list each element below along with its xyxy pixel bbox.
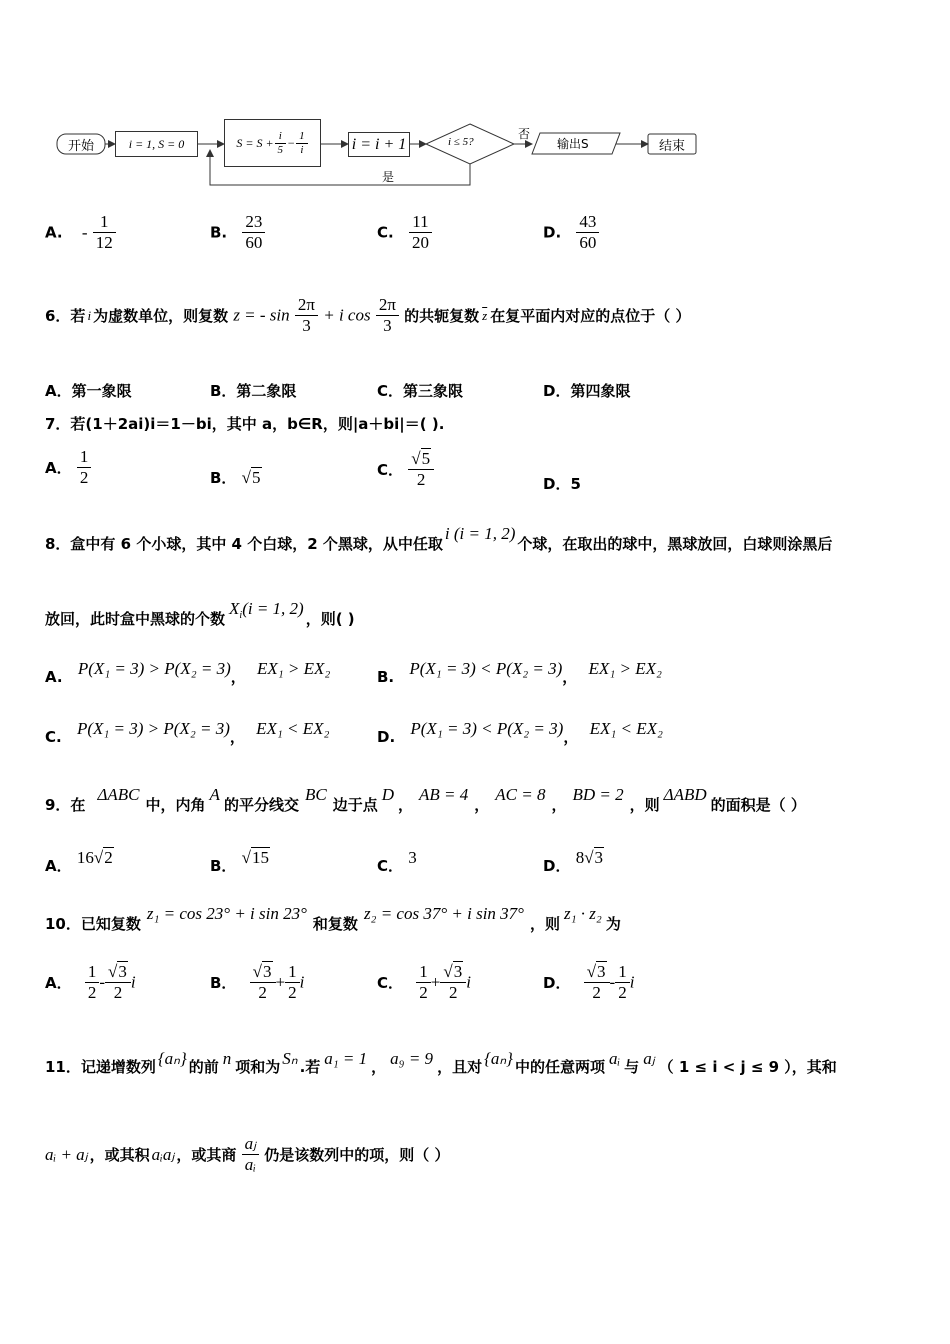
q9-option-c[interactable]: C． 3 (377, 848, 417, 875)
q5-option-b[interactable]: B. $\frac{23}{60}$ (210, 212, 265, 253)
update-box: S = S + $\frac{i}{5}$ − $\frac{1}{i}$ (224, 119, 321, 167)
yes-label: 是 (382, 170, 395, 184)
q7-option-d[interactable]: D．5 (543, 475, 581, 493)
q6-option-c[interactable]: C．第三象限 (377, 382, 464, 400)
q8-option-c[interactable]: C. P(X₁ = 3) > P(X₂ = 3)， EX₁ < EX₂ (45, 719, 330, 746)
condition-label: i ≤ 5? (448, 136, 474, 148)
update-frac2-den: i (296, 143, 308, 157)
q11-stem-line1: 11．记递增数列 {aₙ} 的前 n 项和为 Sₙ .若 a₁ = 1 ， a₉ = 9 ，且对 {aₙ} 中的任意两项 aᵢ 与 aⱼ （ 1 ≤ i < j ≤ 9 ），其和 (45, 1049, 837, 1076)
q6-option-d[interactable]: D．第四象限 (543, 382, 631, 400)
no-label: 否 (518, 127, 531, 141)
q8-option-d[interactable]: D. P(X₁ = 3) < P(X₂ = 3)， EX₁ < EX₂ (377, 719, 663, 746)
q7-option-c[interactable]: C． $\frac{√5}{2}$ (377, 449, 434, 490)
flowchart-lines (0, 0, 950, 200)
q5-option-d[interactable]: D. $\frac{43}{60}$ (543, 212, 599, 253)
q5-option-a[interactable]: A. - $\frac{1}{12}$ (45, 212, 116, 253)
output-label: 输出S (557, 137, 589, 151)
q10-option-d[interactable]: D． $\frac{√3}{2}$ - $\frac{1}{2}$ i (543, 962, 635, 1002)
q10-option-c[interactable]: C． $\frac{1}{2}$ + $\frac{√3}{2}$ i (377, 962, 471, 1002)
q7-option-b[interactable]: B． √5 (210, 468, 261, 487)
q7-option-a[interactable]: A． $\frac{1}{2}$ (45, 447, 91, 488)
q8-stem-line1: 8．盒中有 6 个小球，其中 4 个白球，2 个黑球，从中任取i (i = 1, 2)个球，在取出的球中，黑球放回，白球则涂黑后 (45, 524, 833, 553)
update-frac1-den: 5 (275, 143, 287, 157)
q6-stem: 6．若 i 为虚数单位，则复数 z = - sin $\frac{2\pi}{3}$ + i cos $\frac{2\pi}{3}$ 的共轭复数 $\overline{z}$ 在复平面内对应的点位于（ ） (45, 295, 691, 335)
q9-option-a[interactable]: A． 16√2 (45, 848, 113, 875)
update-frac2-num: 1 (299, 129, 305, 142)
q9-option-b[interactable]: B． √15 (210, 848, 270, 875)
q10-stem: 10．已知复数z₁ = cos 23° + i sin 23°和复数z₂ = cos 37° + i sin 37°，则z₁ · z₂为 (45, 904, 621, 933)
init-box: i = 1, S = 0 (115, 131, 198, 157)
q5-option-c[interactable]: C. $\frac{11}{20}$ (377, 212, 432, 253)
increment-box: i = i + 1 (348, 132, 410, 157)
q6-option-a[interactable]: A．第一象限 (45, 382, 132, 400)
q11-stem-line2: aᵢ + aⱼ ，或其积 aᵢaⱼ ，或其商 $\frac{\text{aⱼ}}{\text{aᵢ}}$ 仍是该数列中的项，则（ ） (45, 1134, 450, 1174)
q8-option-a[interactable]: A. P(X₁ = 3) > P(X₂ = 3)， EX₁ > EX₂ (45, 659, 331, 686)
q7-stem: 7．若(1＋2ai)i＝1－bi，其中 a，b∈R，则|a＋bi|＝( ). (45, 415, 445, 433)
q10-option-b[interactable]: B． $\frac{√3}{2}$ + $\frac{1}{2}$ i (210, 962, 305, 1002)
q6-option-b[interactable]: B．第二象限 (210, 382, 297, 400)
end-label: 结束 (658, 138, 685, 154)
q9-stem: 9．在ΔABC中，内角A的平分线交BC边于点D，AB = 4，AC = 8，BD = 2，则ΔABD的面积是（ ） (45, 785, 806, 814)
start-label: 开始 (67, 138, 94, 154)
q10-option-a[interactable]: A． $\frac{1}{2}$ - $\frac{√3}{2}$ i (45, 962, 136, 1002)
q9-option-d[interactable]: D． 8√3 (543, 848, 604, 875)
update-prefix: S = S + (236, 135, 274, 150)
q8-option-b[interactable]: B. P(X₁ = 3) < P(X₂ = 3)， EX₁ > EX₂ (377, 659, 662, 686)
q8-stem-line2: 放回，此时盒中黑球的个数$X^i(i = 1$, 2)，则( ) (45, 599, 355, 628)
update-frac1-num: i (278, 129, 282, 142)
